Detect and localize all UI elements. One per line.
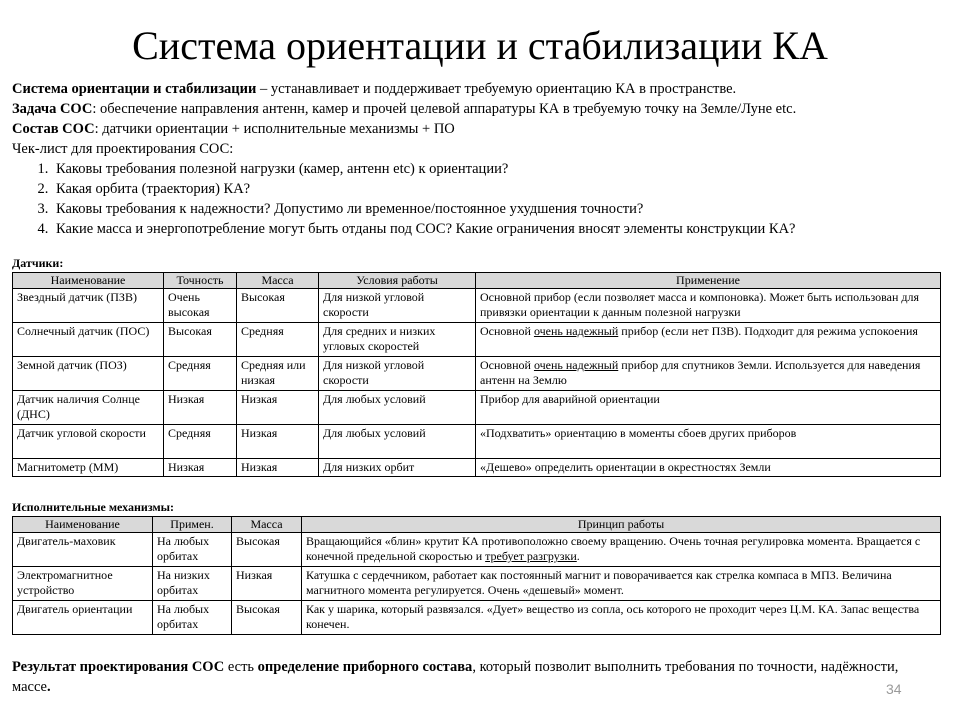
cell-conditions: Для низких орбит (319, 459, 476, 477)
cell-name: Датчик наличия Солнце (ДНС) (13, 391, 164, 425)
sensors-label: Датчики: (12, 256, 64, 270)
cell-use: На любых орбитах (153, 601, 232, 635)
cell-application: Основной прибор (если позволяет масса и компоновка). Может быть использован для привязки ориентации к данным полезной нагрузки (476, 289, 941, 323)
cell-application: Основной очень надежный прибор (если нет ПЗВ). Подходит для режима успокоения (476, 323, 941, 357)
term-bold: Состав СОС (12, 121, 95, 137)
column-header: Принцип работы (302, 517, 941, 533)
intro-text (12, 79, 952, 239)
definition-text: : датчики ориентации + исполнительные механизмы + ПО (94, 121, 455, 137)
table-row (13, 425, 941, 459)
intro-line-2 (12, 99, 952, 119)
checklist-item: 4. Какие масса и энергопотребление могут быть отданы под СОС? Какие ограничения вносят элементы конструкции КА? (52, 219, 952, 239)
table-header-row (13, 273, 941, 289)
table-row (13, 601, 941, 635)
cell-mass: Средняя (237, 323, 319, 357)
table-row (13, 357, 941, 391)
cell-name: Магнитометр (ММ) (13, 459, 164, 477)
cell-mass: Низкая (237, 425, 319, 459)
cell-name: Звездный датчик (ПЗВ) (13, 289, 164, 323)
cell-application: Основной очень надежный прибор для спутников Земли. Используется для наведения антенн на Землю (476, 357, 941, 391)
table-row (13, 323, 941, 357)
actuators-label: Исполнительные механизмы: (12, 500, 175, 514)
column-header: Применение (476, 273, 941, 289)
slide-title: Система ориентации и стабилизации КА (132, 23, 828, 68)
table-row (13, 391, 941, 425)
column-header: Точность (164, 273, 237, 289)
page-number: 34 (886, 681, 902, 697)
table-row (13, 289, 941, 323)
checklist-item: 1. Каковы требования полезной нагрузки (камер, антенн etc) к ориентации? (52, 159, 952, 179)
definition-text: – устанавливает и поддерживает требуемую ориентацию КА в пространстве. (256, 81, 737, 97)
cell-mass: Высокая (232, 533, 302, 567)
cell-name: Электромагнитное устройство (13, 567, 153, 601)
actuators-table (12, 516, 941, 635)
cell-conditions: Для средних и низких угловых скоростей (319, 323, 476, 357)
cell-name: Солнечный датчик (ПОС) (13, 323, 164, 357)
table-row (13, 459, 941, 477)
cell-conditions: Для любых условий (319, 391, 476, 425)
cell-mass: Высокая (237, 289, 319, 323)
cell-name: Двигатель ориентации (13, 601, 153, 635)
term-bold: Задача СОС (12, 101, 93, 117)
cell-accuracy: Средняя (164, 357, 237, 391)
table-row (13, 533, 941, 567)
column-header: Условия работы (319, 273, 476, 289)
intro-line-3 (12, 119, 952, 139)
intro-line-1 (12, 79, 952, 99)
cell-accuracy: Низкая (164, 391, 237, 425)
cell-principle: Катушка с сердечником, работает как постоянный магнит и поворачивается как стрелка компаса в МПЗ. Величина магнитного момента регулируется. Очень «дешевый» момент. (302, 567, 941, 601)
checklist-item: 2. Какая орбита (траектория) КА? (52, 179, 952, 199)
checklist (12, 159, 952, 239)
cell-accuracy: Очень высокая (164, 289, 237, 323)
cell-application: «Подхватить» ориентацию в моменты сбоев других приборов (476, 425, 941, 459)
cell-accuracy: Средняя (164, 425, 237, 459)
sensors-table (12, 272, 941, 477)
term-bold: Система ориентации и стабилизации (12, 81, 257, 97)
cell-accuracy: Низкая (164, 459, 237, 477)
checklist-title: Чек-лист для проектирования СОС: (12, 141, 234, 157)
definition-text: : обеспечение направления антенн, камер и прочей целевой аппаратуры КА в требуемую точку на Земле/Луне etc. (92, 101, 797, 117)
cell-use: На любых орбитах (153, 533, 232, 567)
cell-conditions: Для низкой угловой скорости (319, 357, 476, 391)
column-header: Наименование (13, 517, 153, 533)
column-header: Масса (232, 517, 302, 533)
cell-mass: Низкая (232, 567, 302, 601)
table-header-row (13, 517, 941, 533)
cell-name: Датчик угловой скорости (13, 425, 164, 459)
cell-use: На низких орбитах (153, 567, 232, 601)
cell-mass: Низкая (237, 459, 319, 477)
checklist-item: 3. Каковы требования к надежности? Допустимо ли временное/постоянное ухудшения точности? (52, 199, 952, 219)
result-text: Результат проектирования СОС есть определение приборного состава, который позволит выполнить требования по точности, надёжности, массе. (12, 659, 899, 695)
cell-conditions: Для низкой угловой скорости (319, 289, 476, 323)
cell-mass: Низкая (237, 391, 319, 425)
cell-principle: Как у шарика, который развязался. «Дует» вещество из сопла, ось которого не проходит через Ц.М. КА. Запас вещества конечен. (302, 601, 941, 635)
column-header: Примен. (153, 517, 232, 533)
cell-name: Земной датчик (ПОЗ) (13, 357, 164, 391)
cell-application: Прибор для аварийной ориентации (476, 391, 941, 425)
cell-principle: Вращающийся «блин» крутит КА противоположно своему вращению. Очень точная регулировка момента. Вращается с конечной предельной скоростью и требует разгрузки. (302, 533, 941, 567)
cell-mass: Высокая (232, 601, 302, 635)
table-row (13, 567, 941, 601)
cell-mass: Средняя или низкая (237, 357, 319, 391)
cell-accuracy: Высокая (164, 323, 237, 357)
cell-conditions: Для любых условий (319, 425, 476, 459)
cell-name: Двигатель-маховик (13, 533, 153, 567)
column-header: Наименование (13, 273, 164, 289)
cell-application: «Дешево» определить ориентации в окрестностях Земли (476, 459, 941, 477)
column-header: Масса (237, 273, 319, 289)
